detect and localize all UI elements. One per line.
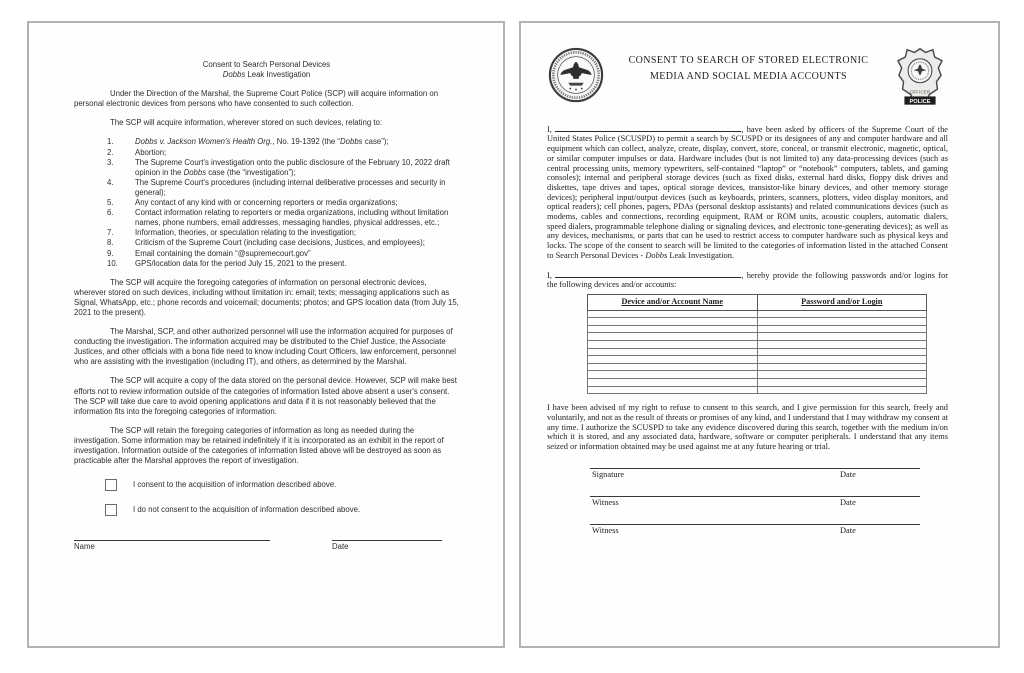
date-field (332, 540, 442, 552)
accounts-table-cell[interactable] (588, 333, 758, 341)
accounts-table-cell[interactable] (757, 333, 927, 341)
accounts-table-cell[interactable] (757, 386, 927, 394)
list-item (74, 238, 459, 248)
page-left-subtitle: Dobbs Leak Investigation (222, 70, 311, 80)
list-item (74, 148, 459, 158)
witness-label: Witness (592, 497, 619, 507)
list-item-text: Abortion; (135, 147, 167, 157)
list-item-number: 7. (107, 228, 114, 238)
accounts-table-cell[interactable] (588, 341, 758, 349)
paragraph-copy: The SCP will acquire a copy of the data stored on the personal device. However, SCP will make best efforts not to review information outside of the categories of information listed above absent a user's consent. The SCP will take due care to avoid opening applications and data if it is not reasonably believed that the information fits into the foregoing categories of information. (74, 376, 457, 416)
accounts-table-row (588, 325, 927, 333)
no-consent-option-row (105, 504, 459, 516)
list-item (74, 137, 459, 147)
list-item-text: The Supreme Court's investigation onto the public disclosure of the February 10, 2022 draft opinion in the Dobbs case (the “investigation”); (135, 157, 450, 177)
accounts-table-cell[interactable] (588, 356, 758, 364)
signature-labels (590, 469, 920, 480)
accounts-table-cell[interactable] (588, 318, 758, 326)
signature-label: Signature (592, 469, 625, 479)
accounts-table-cell[interactable] (588, 386, 758, 394)
name-field (74, 540, 270, 552)
accounts-table-row (588, 333, 927, 341)
accounts-table-cell[interactable] (757, 318, 927, 326)
signature-row (590, 468, 920, 480)
fill-in-blank[interactable] (555, 124, 741, 132)
paragraph-categories: The SCP will acquire the foregoing categories of information on personal electronic devices, wherever stored on such devices, including without limitation in: email; texts; messaging applications such as Signal, WhatsApp, etc.; phone records and voicemail; documents; photos; and GPS location data (from July 15, 2021 to the present). (74, 277, 459, 317)
signature-block (590, 468, 920, 536)
password-login-header: Password and/or Login (757, 294, 927, 310)
accounts-table-row (588, 379, 927, 387)
witness-row (590, 496, 920, 508)
accounts-table-cell[interactable] (757, 356, 927, 364)
accounts-table-cell[interactable] (588, 379, 758, 387)
list-item-number: 1. (107, 137, 114, 147)
accounts-table-header (588, 294, 927, 310)
list-item (74, 158, 459, 178)
list-item-number: 8. (107, 238, 114, 248)
consent-option-row (105, 479, 459, 491)
accounts-table-row (588, 356, 927, 364)
consent-checkbox-label: I consent to the acquisition of information described above. (133, 480, 337, 490)
fill-in-blank[interactable] (555, 270, 741, 278)
list-item-number: 4. (107, 177, 114, 187)
paragraph-retain: The SCP will retain the foregoing categories of information as long as needed during the investigation. Some information may be retained indefinitely if it is incorporated as an exhibit in the report of investigation. Information outside of the categories of information listed above will be destroyed as soon as practicable after the Marshal approves the report of investigation. (74, 425, 444, 466)
accounts-table-cell[interactable] (757, 310, 927, 318)
badge-officer-text: OFFICER (909, 89, 931, 95)
list-item (74, 198, 459, 208)
accounts-table-cell[interactable] (757, 379, 927, 387)
list-item (74, 178, 459, 198)
witness-labels (590, 525, 920, 536)
list-item-text: The Supreme Court's procedures (including internal deliberative processes and security in general); (135, 177, 446, 197)
accounts-table-row (588, 363, 927, 371)
accounts-table-row (588, 318, 927, 326)
page-right-content (521, 23, 998, 536)
accounts-table-row (588, 341, 927, 349)
date-label: Date (840, 525, 856, 535)
list-item-number: 5. (107, 198, 114, 208)
supreme-court-seal-icon (547, 46, 605, 107)
date-label: Date (840, 497, 856, 507)
list-item-number: 9. (107, 248, 114, 258)
no-consent-checkbox[interactable] (105, 504, 117, 516)
paragraph-intro: Under the Direction of the Marshal, the Supreme Court Police (SCP) will acquire information on personal electronic devices from persons who have consented to such collection. (74, 89, 439, 109)
list-item-number: 6. (107, 208, 114, 218)
no-consent-checkbox-label: I do not consent to the acquisition of information described above. (133, 505, 361, 515)
accounts-table-row (588, 348, 927, 356)
witness-row (590, 524, 920, 536)
page-right-title-line1: CONSENT TO SEARCH OF STORED ELECTRONIC (628, 55, 869, 66)
page-consent-electronic-media (519, 21, 1000, 648)
page-left-content (29, 23, 503, 552)
accounts-table-cell[interactable] (757, 363, 927, 371)
accounts-table-cell[interactable] (588, 371, 758, 379)
page-right-title (605, 46, 892, 85)
list-item-number: 10. (107, 258, 118, 268)
name-label: Name (74, 542, 95, 552)
signature-area (74, 540, 459, 552)
page-left-title-block (74, 60, 459, 80)
paragraph-advised-of-rights: I have been advised of my right to refuse to consent to this search, and I give permission for this search, freely and voluntarily, and not as the result of threats or promises of any kind, and I understand that I may withdraw my consent at any time. I authorize the SCUSPD to take any evidence discovered during this search, together with the medium in/on which it is stored, and any associated data, hardware, software or computer peripherals. I understand that any items seized or information obtained may be used against me at any future hearing or trial. (547, 403, 948, 451)
accounts-table-row (588, 371, 927, 379)
accounts-table-cell[interactable] (757, 325, 927, 333)
accounts-table (587, 294, 927, 394)
paragraph-consent-to-search: I, , have been asked by officers of the Supreme Court of the United States Police (SCUSPD) to permit a search by SCUSPD or its designees of any and computer hardware and all equipment which can collect, analyze, create, display, convert, store, conceal, or transmit electronic, magnetic, optical, or similar computer impulses or data. Hardware includes (but is not limited to) any data-processing devices (such as central processing units, memory typewriters, self-contained “laptop” or “notebook” computers, tablets, and gaming consoles); internal and peripheral storage devices (such as fixed disks, external hard disks, floppy disk drives and diskettes, tape drives and tapes, optical storage devices, transistor-like binary devices, and other memory storage devices); peripheral input/output devices (such as keyboards, printers, scanners, plotters, video display monitors, and optical readers); cell phones, pagers, PDAs (personal desktop assistants) and related communications devices (such as modems, cables and connections, recording equipment, RAM or ROM units, acoustic couplers, automatic dialers, speed dialers, programmable telephone dialing or signaling devices, and electronic tone-generating devices); as well as any devices, mechanisms, or parts that can be used to restrict access to computer hardware such as physical keys and locks. The scope of the consent to search will be limited to the categories of information listed in the attached Consent to Search Personal Devices - Dobbs Leak Investigation. (547, 124, 949, 260)
consent-checkbox[interactable] (105, 479, 117, 491)
paragraph-use: The Marshal, SCP, and other authorized personnel will use the information acquired for purposes of conducting the investigation. The information acquired may be distributed to the Chief Justice, the Associate Justices, and other officials with a bona fide need to know including Court Officers, law enforcement, personnel who are assisting with the investigation (including IT), and others, as determined by the Marshal. (74, 327, 456, 367)
list-item (74, 228, 459, 238)
list-item-text: Contact information relating to reporters or media organizations, including without limitation names, phone numbers, email addresses, messaging handles, physical addresses, etc.; (135, 208, 449, 228)
accounts-table-cell[interactable] (757, 341, 927, 349)
accounts-table-cell[interactable] (588, 348, 758, 356)
date-label: Date (332, 542, 349, 552)
list-item-text: Email containing the domain “@supremecourt.gov” (135, 248, 311, 258)
accounts-table-cell[interactable] (588, 325, 758, 333)
accounts-table-row (588, 310, 927, 318)
witness-label: Witness (592, 525, 619, 535)
page-consent-personal-devices (27, 21, 505, 648)
paragraph-passwords: I, , hereby provide the following passwords and/or logins for the following devices and/or accounts: (547, 270, 949, 290)
witness-labels (590, 497, 920, 508)
badge-police-text: POLICE (909, 98, 931, 105)
list-item-number: 3. (107, 157, 114, 167)
list-item-text: Criticism of the Supreme Court (including case decisions, Justices, and employees); (135, 238, 425, 248)
accounts-table-row (588, 386, 927, 394)
page-right-header (547, 46, 948, 115)
information-categories-list (74, 137, 459, 268)
paragraph-acquire: The SCP will acquire information, wherever stored on such devices, relating to: (110, 118, 383, 128)
list-item (74, 259, 459, 269)
device-account-name-header: Device and/or Account Name (588, 294, 758, 310)
date-signature-line[interactable] (332, 540, 442, 541)
list-item-number: 2. (107, 147, 114, 157)
list-item-text: Any contact of any kind with or concerning reporters or media organizations; (135, 198, 398, 208)
list-item (74, 208, 459, 228)
name-signature-line[interactable] (74, 540, 270, 541)
page-right-title-line2: MEDIA AND SOCIAL MEDIA ACCOUNTS (649, 71, 848, 82)
list-item-text: Dobbs v. Jackson Women's Health Org., No. 19-1392 (the “Dobbs case”); (135, 137, 389, 147)
police-badge-icon (892, 46, 948, 115)
accounts-table-body (588, 310, 927, 394)
list-item-text: Information, theories, or speculation relating to the investigation; (135, 228, 357, 238)
accounts-table-cell[interactable] (588, 310, 758, 318)
page-left-title: Consent to Search Personal Devices (202, 60, 331, 69)
accounts-table-cell[interactable] (588, 363, 758, 371)
list-item (74, 249, 459, 259)
accounts-table-cell[interactable] (757, 371, 927, 379)
accounts-table-cell[interactable] (757, 348, 927, 356)
date-label: Date (840, 469, 856, 479)
list-item-text: GPS/location data for the period July 15, 2021 to the present. (135, 258, 347, 268)
